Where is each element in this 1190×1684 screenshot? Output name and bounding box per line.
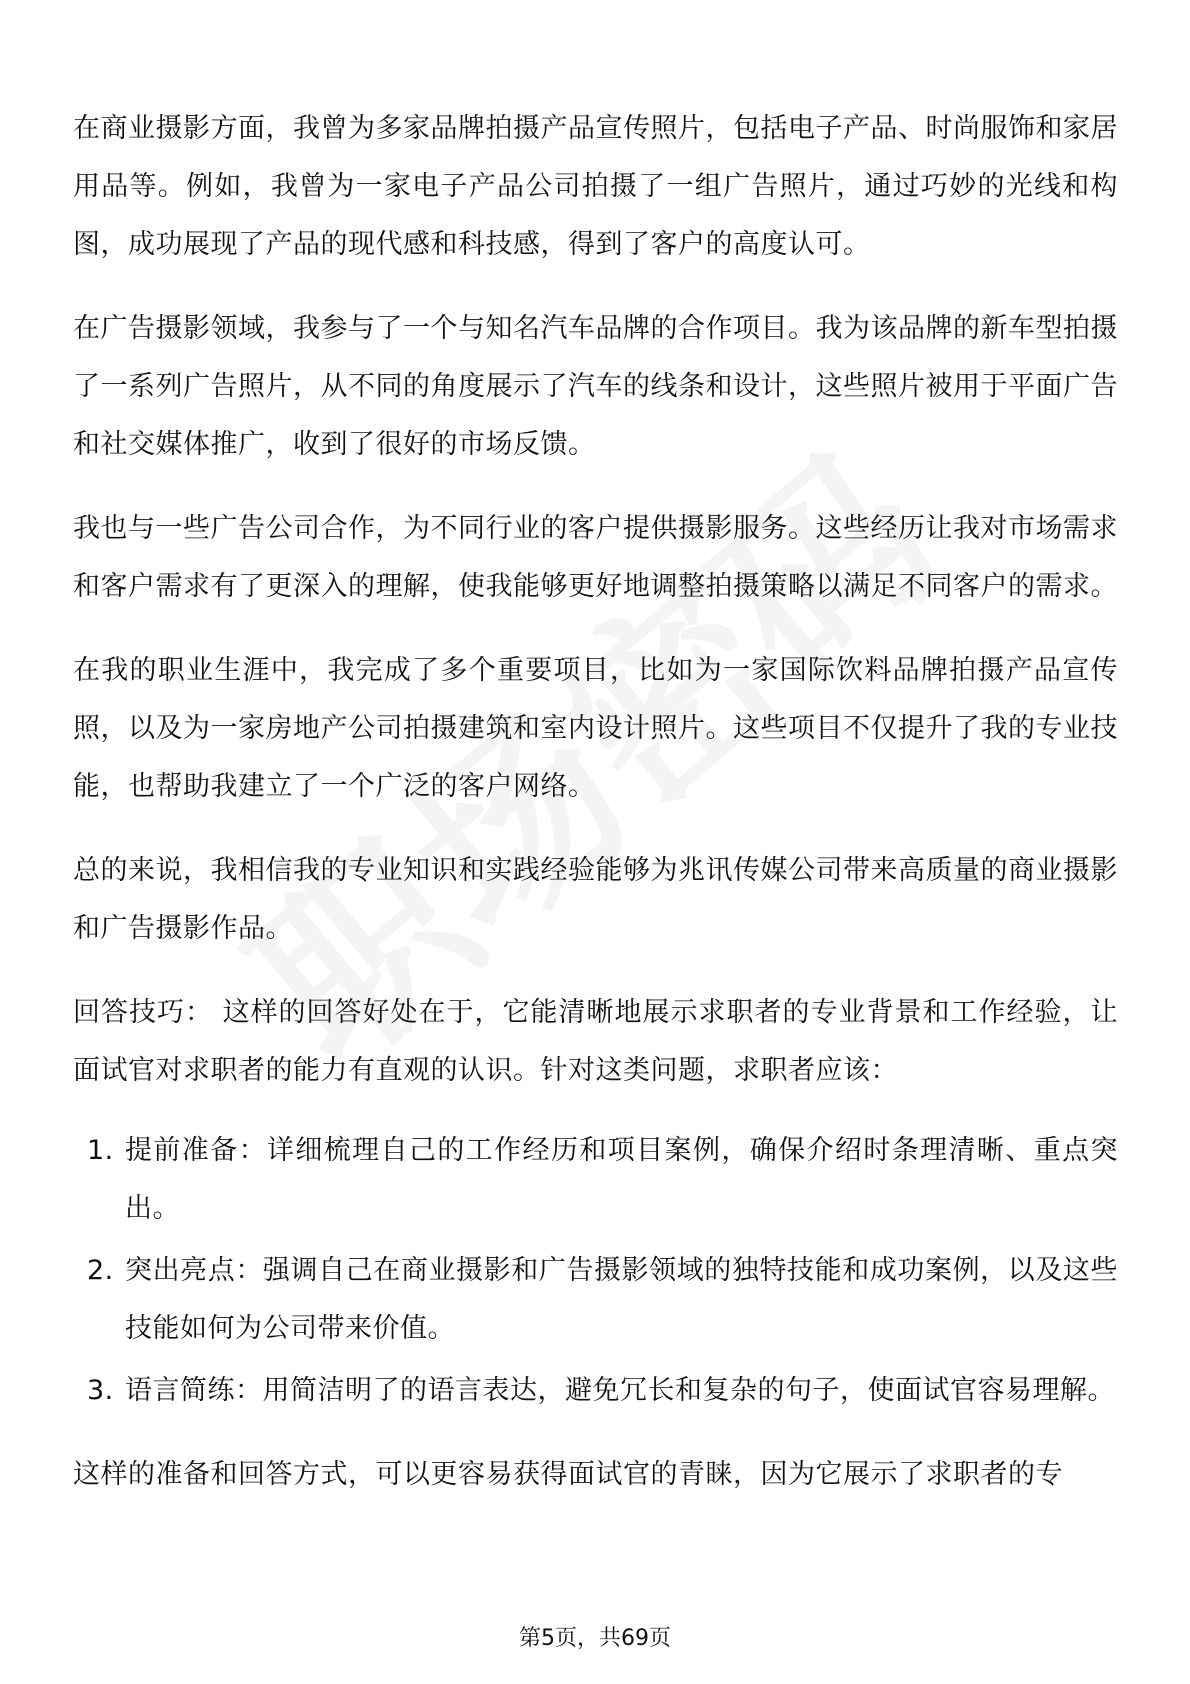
- paragraph-career-projects: 在我的职业生涯中，我完成了多个重要项目，比如为一家国际饮料品牌拍摄产品宣传照，以及为一家房地产公司拍摄建筑和室内设计照片。这些项目不仅提升了我的专业技能，也帮助我建立了一个广泛的客户网络。: [73, 655, 1118, 802]
- list-item-number: 1.: [87, 1135, 114, 1166]
- list-item-text: 突出亮点：强调自己在商业摄影和广告摄影领域的独特技能和成功案例，以及这些技能如何为公司带来价值。: [125, 1255, 1118, 1344]
- paragraph-answer-tips: 回答技巧： 这样的回答好处在于，它能清晰地展示求职者的专业背景和工作经验，让面试官对求职者的能力有直观的认识。针对这类问题，求职者应该：: [73, 997, 1118, 1086]
- paragraph-commercial-photography: 在商业摄影方面，我曾为多家品牌拍摄产品宣传照片，包括电子产品、时尚服饰和家居用品等。例如，我曾为一家电子产品公司拍摄了一组广告照片，通过巧妙的光线和构图，成功展现了产品的现代感和科技感，得到了客户的高度认可。: [73, 113, 1118, 260]
- paragraph-closing: 这样的准备和回答方式，可以更容易获得面试官的青睐，因为它展示了求职者的专: [73, 1459, 1063, 1490]
- list-item: [73, 1362, 1118, 1420]
- paragraph-agency-cooperation: 我也与一些广告公司合作，为不同行业的客户提供摄影服务。这些经历让我对市场需求和客户需求有了更深入的理解，使我能够更好地调整拍摄策略以满足不同客户的需求。: [73, 513, 1118, 602]
- list-item: [73, 1242, 1118, 1358]
- list-item: [73, 1122, 1118, 1238]
- paragraph-summary: 总的来说，我相信我的专业知识和实践经验能够为兆讯传媒公司带来高质量的商业摄影和广告摄影作品。: [73, 855, 1118, 944]
- list-item-text: 提前准备：详细梳理自己的工作经历和项目案例，确保介绍时条理清晰、重点突出。: [125, 1135, 1118, 1224]
- page-footer: 第5页，共69页: [519, 1626, 671, 1651]
- document-body: [73, 100, 1118, 1530]
- list-item-number: 3.: [87, 1375, 114, 1406]
- tips-list: [73, 1122, 1118, 1420]
- paragraph-advertising-photography: 在广告摄影领域，我参与了一个与知名汽车品牌的合作项目。我为该品牌的新车型拍摄了一系列广告照片，从不同的角度展示了汽车的线条和设计，这些照片被用于平面广告和社交媒体推广，收到了很好的市场反馈。: [73, 313, 1118, 460]
- list-item-text: 语言简练：用简洁明了的语言表达，避免冗长和复杂的句子，使面试官容易理解。: [125, 1375, 1115, 1406]
- list-item-number: 2.: [87, 1255, 114, 1286]
